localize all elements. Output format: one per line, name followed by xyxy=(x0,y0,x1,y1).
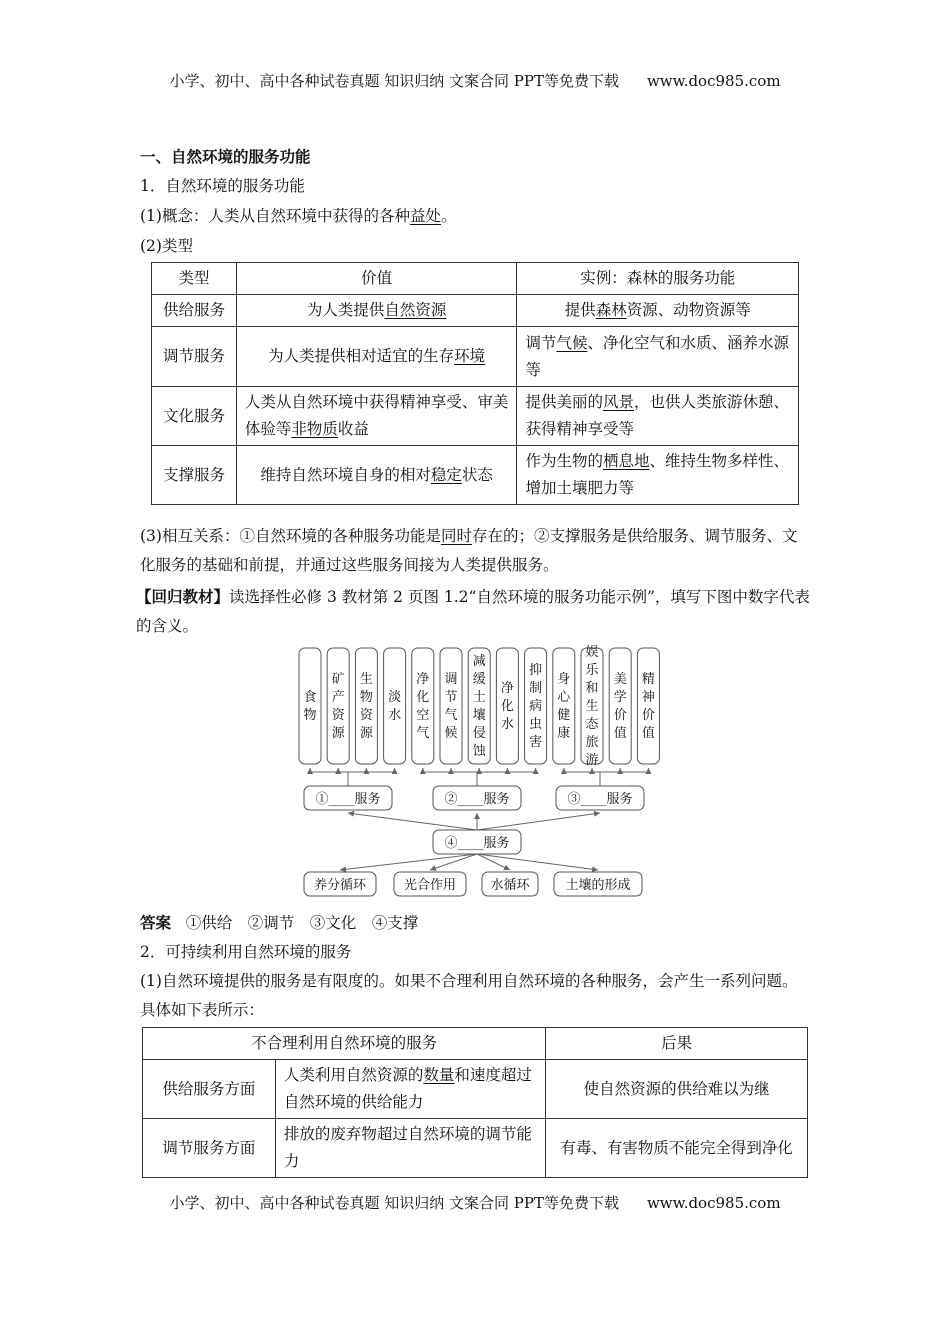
diagram-bottom-label: 光合作用 xyxy=(403,878,457,893)
concept-pre: (1)概念：人类从自然环境中获得的各种 xyxy=(140,207,410,225)
value-underlined: 环境 xyxy=(454,347,486,365)
example-text-post: ，也供人类旅游休憩、获得精神享受等 xyxy=(525,393,789,438)
relation-post: 存在的；②支撑服务是供给服务、调节服务、文化服务的基础和前提，并通过这些服务间接为人类提供服务。 xyxy=(140,527,798,574)
diagram-service-box xyxy=(433,786,521,810)
value-text: 为人类提供 xyxy=(306,301,385,319)
diagram-top-label: 减缓土壤侵蚀 xyxy=(472,654,486,759)
diagram-top-label: 抑制病虫害 xyxy=(529,663,543,750)
footer-url[interactable]: www.doc985.com xyxy=(646,1194,781,1212)
diagram-bottom-box xyxy=(394,872,466,896)
row-result: 有毒、有害物质不能完全得到净化 xyxy=(546,1119,808,1178)
diagram-bottom-label: 水循环 xyxy=(490,878,530,893)
value-text-post: 状态 xyxy=(461,465,493,484)
diagram-service-label: ①____服务 xyxy=(315,792,381,807)
page-header xyxy=(0,70,950,91)
header-example: 实例：森林的服务功能 xyxy=(517,263,799,295)
diagram-top-box xyxy=(384,648,406,764)
header-text: 小学、初中、高中各种试卷真题 知识归纳 文案合同 PPT等免费下载 xyxy=(169,72,619,90)
example-text: 提供美丽的 xyxy=(525,393,603,411)
row-type: 调节服务 xyxy=(152,327,237,387)
example-underlined: 气候 xyxy=(556,333,588,352)
diagram-bottom-box xyxy=(554,872,642,896)
diagram-top-box xyxy=(525,648,547,764)
table-row xyxy=(143,1119,808,1178)
row-aspect: 调节服务方面 xyxy=(143,1119,276,1178)
diagram-top-label: 净化水 xyxy=(500,681,514,732)
answer-label: 答案 xyxy=(140,914,172,932)
diagram-top-label: 淡水 xyxy=(388,690,402,723)
diagram-top-box xyxy=(496,648,518,764)
header-url[interactable]: www.doc985.com xyxy=(646,72,781,90)
return-label: 【回归教材】 xyxy=(136,588,230,606)
header-result: 后果 xyxy=(546,1028,808,1060)
concept-u: 益处 xyxy=(409,207,441,225)
page-footer xyxy=(0,1192,950,1213)
relation-pre: (3)相互关系：①自然环境的各种服务功能是 xyxy=(140,527,441,545)
concept-line xyxy=(140,204,457,226)
row-example xyxy=(517,327,799,387)
diagram-top-label: 食物 xyxy=(303,690,317,723)
diagram-top-label: 美学价值 xyxy=(613,672,627,741)
diagram-bottom-box xyxy=(482,872,538,896)
table-header-row xyxy=(143,1028,808,1060)
diagram-top-box xyxy=(299,648,321,764)
diagram-support-box xyxy=(433,830,521,854)
header-misuse: 不合理利用自然环境的服务 xyxy=(143,1028,546,1060)
row-misuse: 排放的废弃物超过自然环境的调节能力 xyxy=(275,1119,546,1178)
diagram-top-box xyxy=(412,648,434,764)
concept-post: 。 xyxy=(440,207,457,225)
value-text: 为人类提供相对适宜的生存 xyxy=(268,347,455,365)
relation-paragraph xyxy=(140,522,810,580)
diagram-service-box xyxy=(556,786,644,810)
diagram-top-label: 净化空气 xyxy=(416,672,430,741)
value-underlined: 自然资源 xyxy=(384,301,447,319)
sub1-title: 1．自然环境的服务功能 xyxy=(140,177,305,195)
diagram-support-label: ④____服务 xyxy=(444,836,510,851)
example-underlined: 风景 xyxy=(602,393,634,411)
diagram-top-box xyxy=(553,648,575,764)
section1-title: 一、自然环境的服务功能 xyxy=(140,148,311,166)
return-text: 读选择性必修 3 教材第 2 页图 1.2“自然环境的服务功能示例”，填写下图中数字代表的含义。 xyxy=(136,588,810,635)
diagram-bottom-box xyxy=(304,872,376,896)
row-type: 支撑服务 xyxy=(152,446,237,505)
service-types-table xyxy=(151,262,799,505)
example-underlined: 栖息地 xyxy=(602,452,650,470)
row-type: 供给服务 xyxy=(152,295,237,327)
footer-text: 小学、初中、高中各种试卷真题 知识归纳 文案合同 PPT等免费下载 xyxy=(169,1194,619,1212)
row-example xyxy=(517,387,799,446)
header-value: 价值 xyxy=(236,263,517,295)
answer-line xyxy=(140,911,418,933)
diagram-arrow xyxy=(340,854,477,870)
header-type: 类型 xyxy=(152,263,237,295)
example-text-post: 、维持生物多样性、增加土壤肥力等 xyxy=(525,452,789,497)
services-diagram xyxy=(290,640,665,900)
diagram-arrow xyxy=(477,854,598,870)
diagram-top-box xyxy=(581,645,603,768)
types-title: (2)类型 xyxy=(140,237,193,255)
table-row xyxy=(152,387,799,446)
value-underlined: 非物质 xyxy=(291,420,338,438)
diagram-service-box xyxy=(304,786,392,810)
table-row xyxy=(152,295,799,327)
row-example xyxy=(517,295,799,327)
sub2-title: 2．可持续利用自然环境的服务 xyxy=(140,943,352,961)
row-value xyxy=(236,446,517,505)
diagram-top-box xyxy=(327,648,349,764)
diagram-top-label: 精神价值 xyxy=(641,672,655,741)
row-example xyxy=(517,446,799,505)
example-text: 作为生物的 xyxy=(525,452,603,470)
table-row xyxy=(152,327,799,387)
diagram-arrow xyxy=(477,813,600,830)
answer-text: ①供给 ②调节 ③文化 ④支撑 xyxy=(185,914,419,932)
return-textbook xyxy=(136,583,814,641)
table-row xyxy=(152,446,799,505)
value-underlined: 稳定 xyxy=(430,465,462,484)
misuse-table xyxy=(142,1027,808,1178)
row-type: 文化服务 xyxy=(152,387,237,446)
misuse-text: 人类利用自然资源的 xyxy=(283,1066,424,1084)
diagram-top-label: 娱乐和生态旅游 xyxy=(585,645,599,768)
relation-u: 同时 xyxy=(440,527,472,545)
diagram-bottom-label: 土壤的形成 xyxy=(565,878,631,893)
misuse-underlined: 数量 xyxy=(423,1066,455,1084)
example-text: 提供 xyxy=(564,301,596,319)
row-value xyxy=(236,327,517,387)
example-text-post: 资源、动物资源等 xyxy=(626,301,751,319)
diagram-top-label: 调节气候 xyxy=(444,672,458,741)
diagram-top-box xyxy=(440,648,462,764)
diagram-top-label: 生物资源 xyxy=(359,672,373,741)
diagram-service-label: ③____服务 xyxy=(567,792,633,807)
diagram-top-box xyxy=(468,648,490,764)
diagram-top-label: 身心健康 xyxy=(557,672,571,741)
row-value xyxy=(236,387,517,446)
sustain-paragraph: (1)自然环境提供的服务是有限度的。如果不合理利用自然环境的各种服务，会产生一系列问题。具体如下表所示： xyxy=(140,972,798,1019)
table-header-row xyxy=(152,263,799,295)
row-aspect: 供给服务方面 xyxy=(143,1060,276,1119)
diagram-bottom-label: 养分循环 xyxy=(313,878,367,893)
example-text-post: 、净化空气和水质、涵养水源等 xyxy=(525,333,789,379)
value-text: 人类从自然环境中获得精神享受、审美体验等 xyxy=(244,393,509,438)
misuse-text-post: 和速度超过自然环境的供给能力 xyxy=(283,1066,532,1111)
diagram-arrow xyxy=(348,813,477,830)
row-result: 使自然资源的供给难以为继 xyxy=(546,1060,808,1119)
value-text-post: 收益 xyxy=(337,420,369,438)
row-value xyxy=(236,295,517,327)
diagram-top-label: 矿产资源 xyxy=(331,672,345,741)
diagram-top-box xyxy=(355,648,377,764)
value-text: 维持自然环境自身的相对 xyxy=(260,465,431,484)
table-row xyxy=(143,1060,808,1119)
diagram-service-label: ②____服务 xyxy=(444,792,510,807)
row-misuse xyxy=(275,1060,546,1119)
example-text: 调节 xyxy=(525,333,557,352)
diagram-top-box xyxy=(609,648,631,764)
example-underlined: 森林 xyxy=(595,301,627,319)
diagram-top-box xyxy=(637,648,659,764)
